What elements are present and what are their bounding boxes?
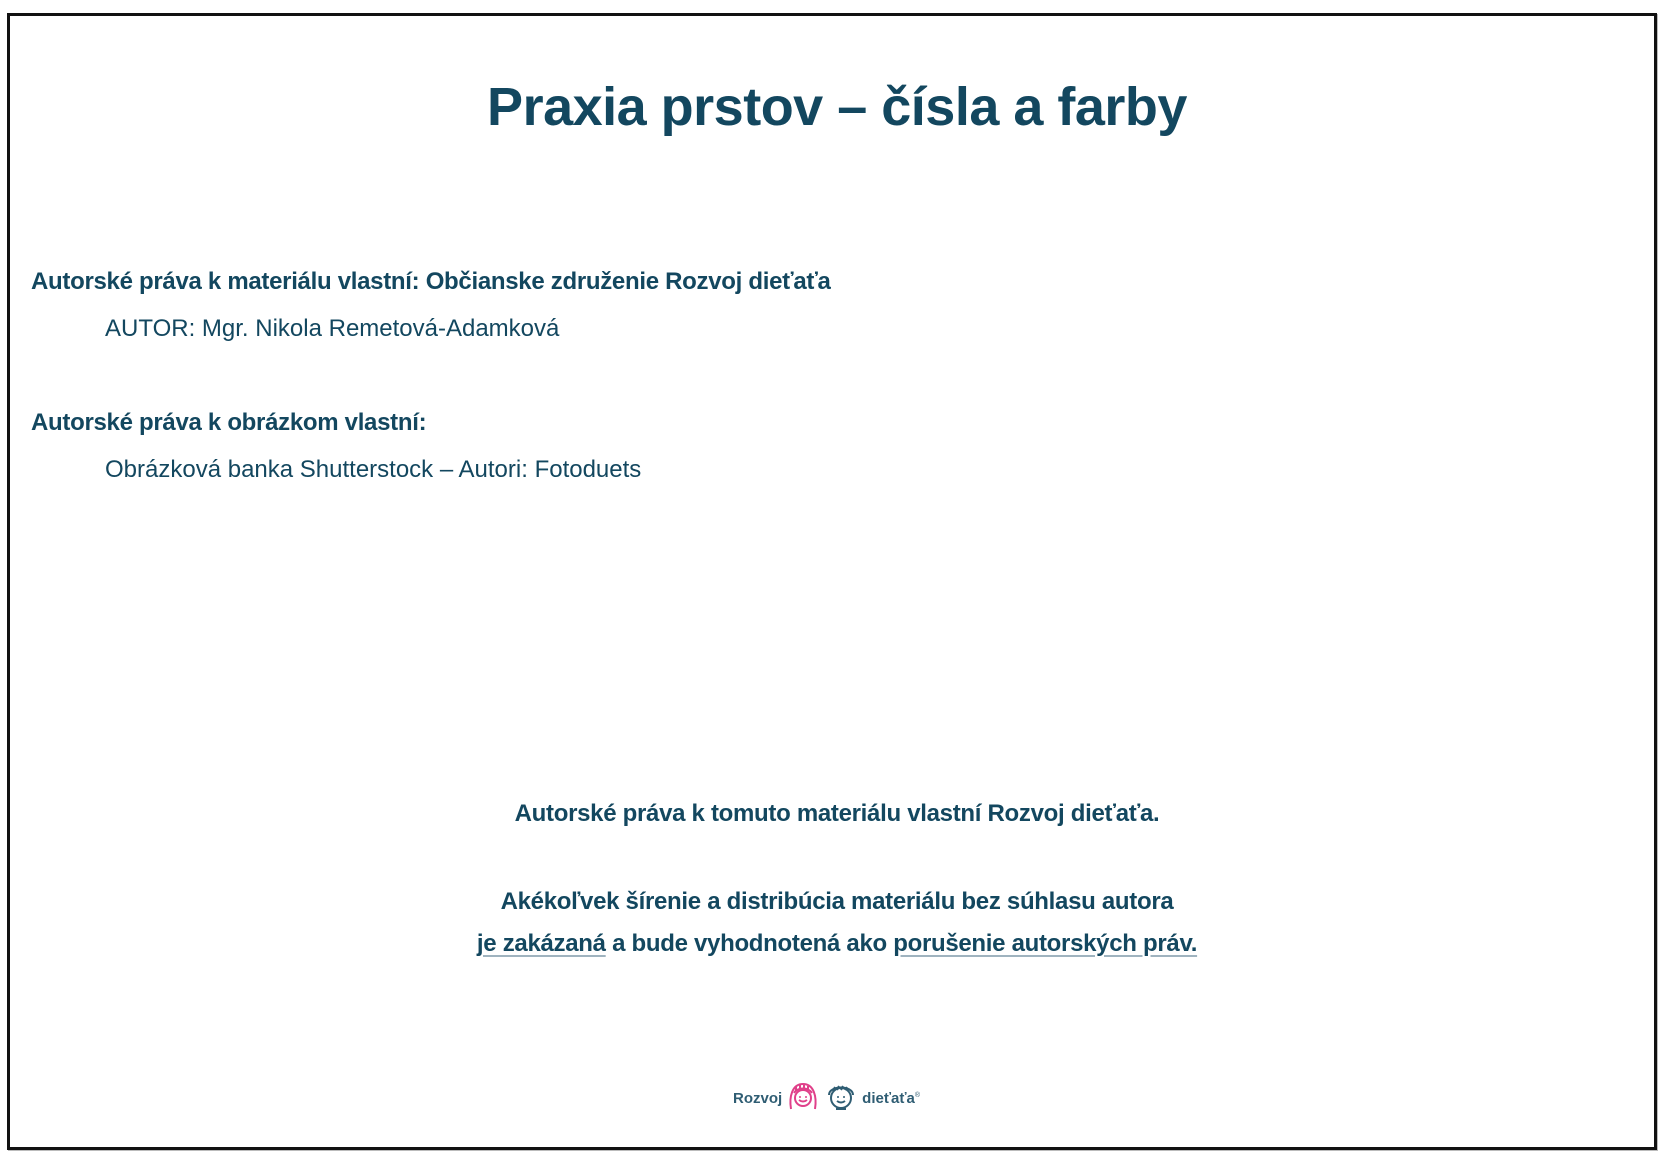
copyright-notice-line-3 — [0, 930, 1674, 958]
rozvoj-dietata-logo — [733, 1080, 920, 1116]
copyright-notice-line-2: Akékoľvek šírenie a distribúcia materiálu bez súhlasu autora — [500, 888, 1174, 915]
underlined-text-prohibited: je zakázaná — [476, 930, 606, 957]
registered-mark: ® — [914, 1091, 921, 1099]
logo-text-left: Rozvoj — [733, 1089, 783, 1107]
underlined-text-violation: porušenie autorských práv. — [893, 930, 1198, 957]
girl-face-icon — [786, 1079, 820, 1118]
logo-text-right — [862, 1090, 920, 1107]
notice-middle-text: a bude vyhodnotená ako — [605, 930, 894, 957]
images-copyright-heading: Autorské práva k obrázkom vlastní: — [31, 409, 427, 436]
page-title: Praxia prstov – čísla a farby — [487, 77, 1187, 137]
material-copyright-heading: Autorské práva k materiálu vlastní: Občianske združenie Rozvoj dieťaťa — [31, 268, 831, 295]
material-author: AUTOR: Mgr. Nikola Remetová-Adamková — [105, 315, 560, 342]
copyright-notice-line-1: Autorské práva k tomuto materiálu vlastní Rozvoj dieťaťa. — [514, 800, 1160, 827]
page-frame — [7, 13, 1657, 1150]
logo-text-right-label: dieťaťa — [862, 1089, 915, 1107]
images-source: Obrázková banka Shutterstock – Autori: Fotoduets — [105, 456, 642, 483]
boy-face-icon — [824, 1079, 858, 1118]
